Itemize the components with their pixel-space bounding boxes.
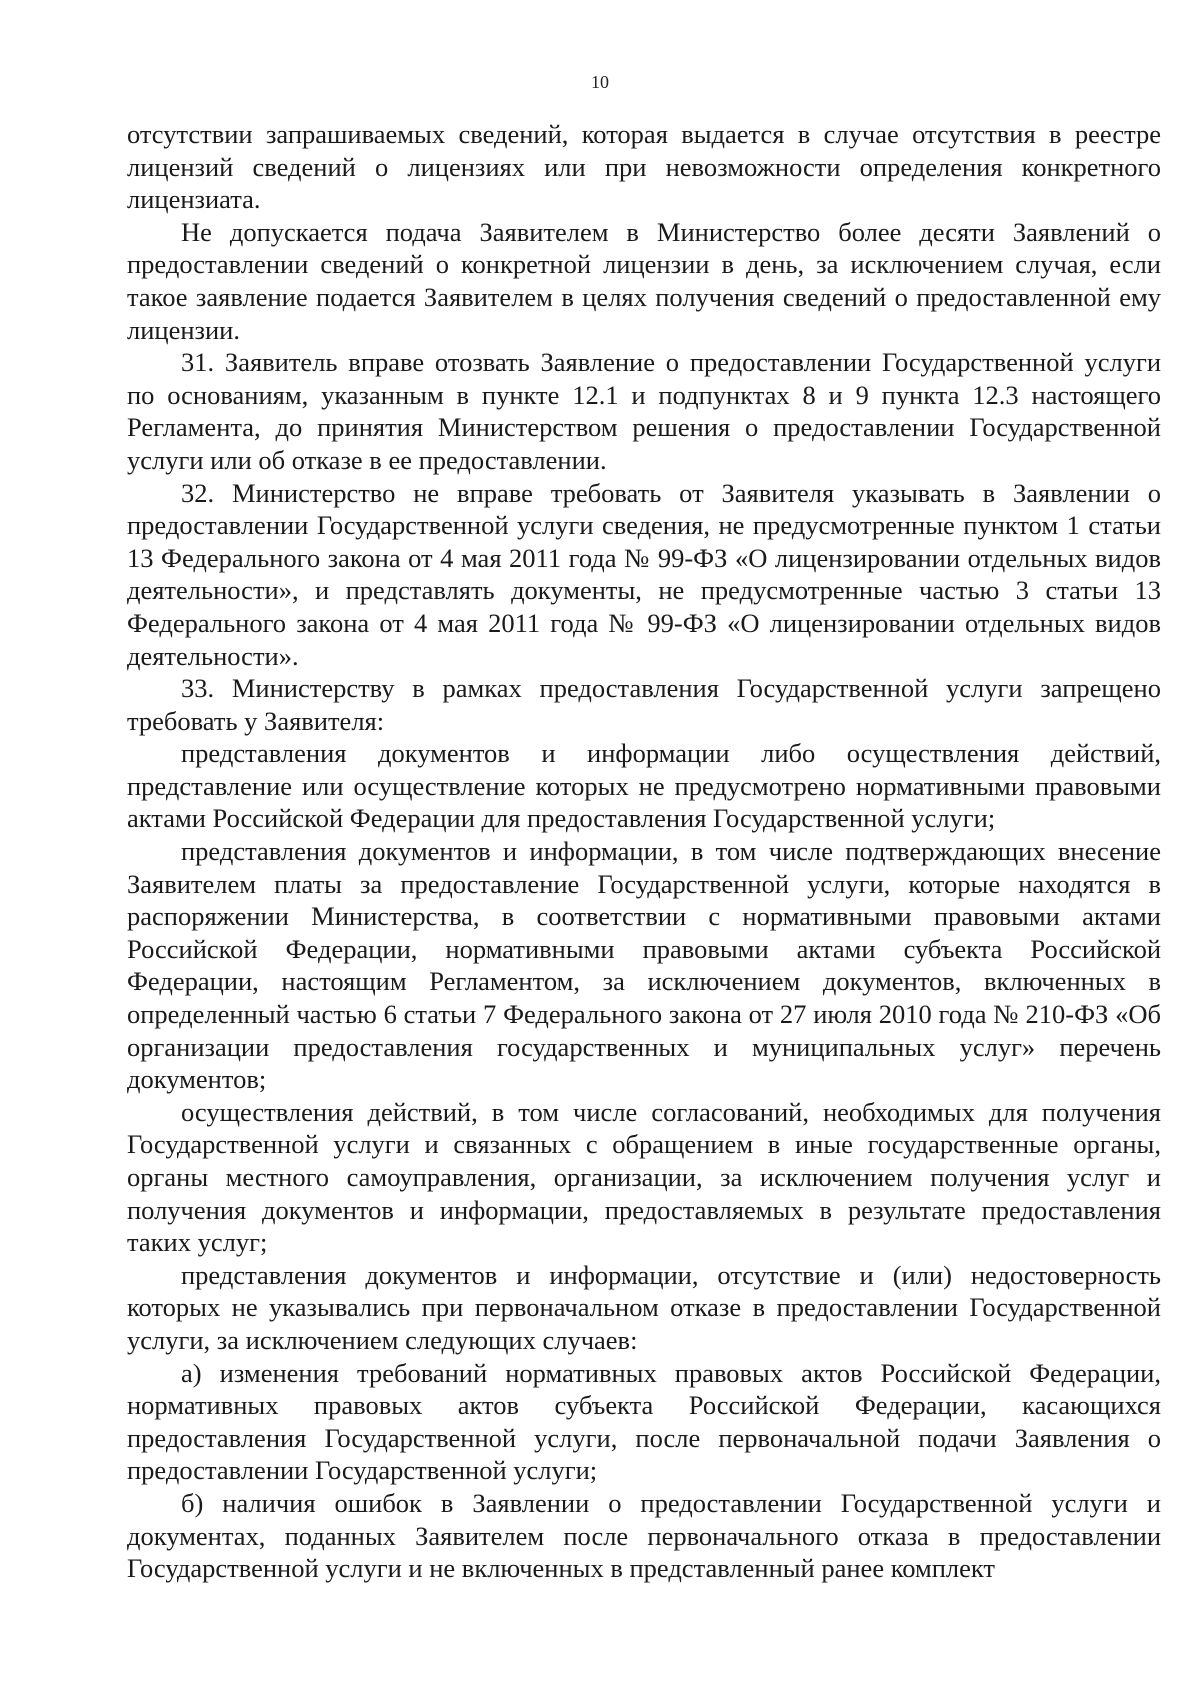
paragraph-33-item-4: представления документов и информации, отсутствие и (или) недостоверность которых не указывались при первоначальном отказе в предоставлении Государственной услуги, за исключением следующих случаев:	[127, 1259, 1161, 1355]
paragraph-33-item-1: представления документов и информации либо осуществления действий, представление или осуществление которых не предусмотрено нормативными правовыми актами Российской Федерации для предоставления Государственной услуги;	[127, 738, 1161, 834]
document-body	[127, 118, 1161, 1585]
paragraph-31: 31. Заявитель вправе отозвать Заявление о предоставлении Государственной услуги по основаниям, указанным в пункте 12.1 и подпунктах 8 и 9 пункта 12.3 настоящего Регламента, до принятия Министерством решения о предоставлении Государственной услуги или об отказе в ее предоставлении.	[127, 347, 1161, 475]
paragraph-32: 32. Министерство не вправе требовать от Заявителя указывать в Заявлении о предоставлении Государственной услуги сведения, не предусмотренные пунктом 1 статьи 13 Федерального закона от 4 мая 2011 года № 99-ФЗ «О лицензировании отдельных видов деятельности», и представлять документы, не предусмотренные частью 3 статьи 13 Федерального закона от 4 мая 2011 года № 99-ФЗ «О лицензировании отдельных видов деятельности».	[127, 477, 1161, 671]
paragraph-case-b: б) наличия ошибок в Заявлении о предоставлении Государственной услуги и документах, поданных Заявителем после первоначального отказа в предоставлении Государственной услуги и не включенных в представленный ранее комплект	[127, 1487, 1161, 1584]
page-number: 10	[591, 72, 609, 92]
paragraph-33-item-2: представления документов и информации, в том числе подтверждающих внесение Заявителем платы за предоставление Государственной услуги, которые находятся в распоряжении Министерства, в соответствии с нормативными правовыми актами Российской Федерации, нормативными правовыми актами субъекта Российской Федерации, настоящим Регламентом, за исключением документов, включенных в определенный частью 6 статьи 7 Федерального закона от 27 июля 2010 года № 210-ФЗ «Об организации предоставления государственных и муниципальных услуг» перечень документов;	[127, 836, 1161, 1095]
paragraph-continuation: отсутствии запрашиваемых сведений, которая выдается в случае отсутствия в реестре лицензий сведений о лицензиях или при невозможности определения конкретного лицензиата.	[127, 119, 1161, 215]
paragraph-case-a: а) изменения требований нормативных правовых актов Российской Федерации, нормативных правовых актов субъекта Российской Федерации, касающихся предоставления Государственной услуги, после первоначальной подачи Заявления о предоставлении Государственной услуги;	[127, 1357, 1161, 1486]
paragraph-33-item-3: осуществления действий, в том числе согласований, необходимых для получения Государственной услуги и связанных с обращением в иные государственные органы, органы местного самоуправления, организации, за исключением получения услуг и получения документов и информации, предоставляемых в результате предоставления таких услуг;	[127, 1096, 1161, 1258]
paragraph-limit-applications: Не допускается подача Заявителем в Министерство более десяти Заявлений о предоставлении сведений о конкретной лицензии в день, за исключением случая, если такое заявление подается Заявителем в целях получения сведений о предоставленной ему лицензии.	[127, 216, 1161, 345]
paragraph-33: 33. Министерству в рамках предоставления Государственной услуги запрещено требовать у Заявителя:	[127, 673, 1161, 736]
